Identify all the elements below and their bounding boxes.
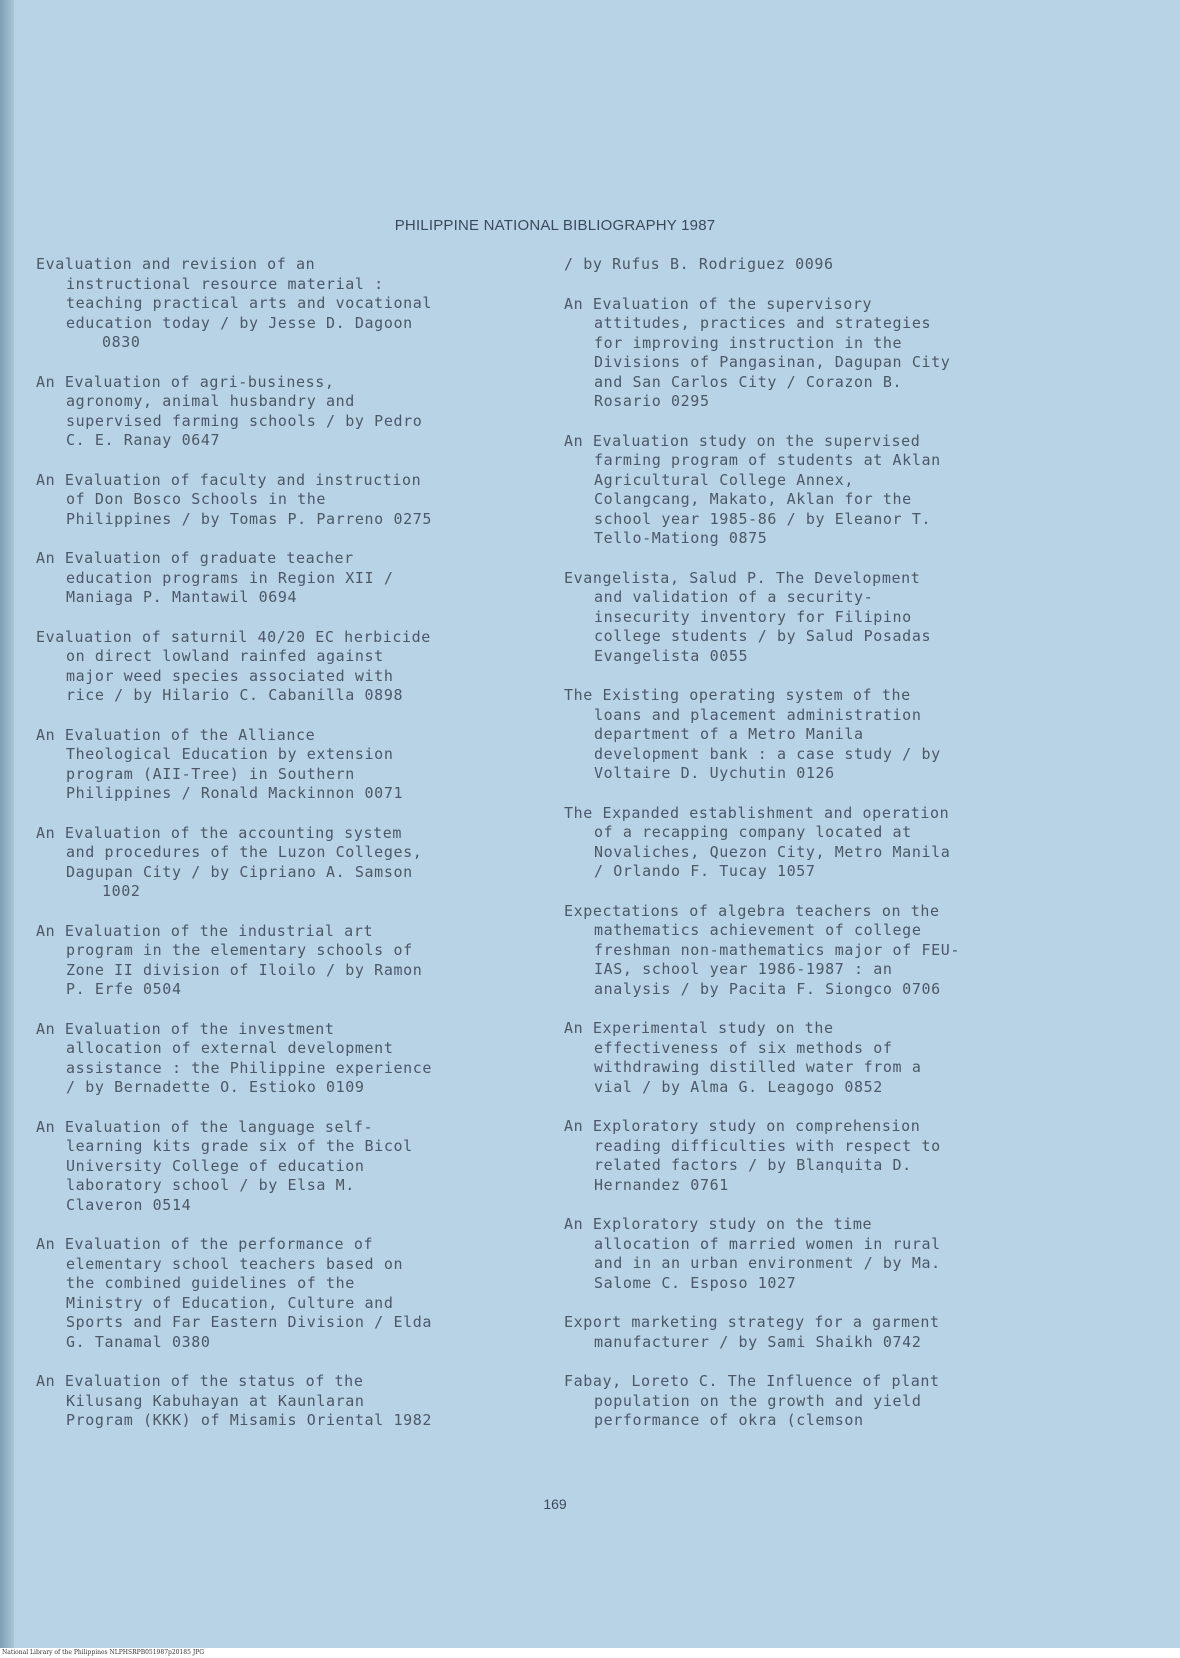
entry-line: of Don Bosco Schools in the xyxy=(66,490,327,508)
entry-line: population on the growth and yield xyxy=(594,1391,922,1410)
entry-line: Claveron 0514 xyxy=(66,1195,192,1214)
bibliography-entry xyxy=(564,432,1084,549)
bibliography-entry xyxy=(36,1020,556,1098)
entry-line: the combined guidelines of the xyxy=(66,1274,355,1292)
left-column xyxy=(36,255,556,1451)
entry-line: IAS, school year 1986-1987 : an xyxy=(594,960,893,978)
entry-line: An Evaluation of the supervisory xyxy=(564,294,873,313)
bibliography-entry xyxy=(36,255,556,353)
entry-line: and procedures of the Luzon Colleges, xyxy=(66,843,423,861)
entry-line: An Evaluation of the accounting system xyxy=(36,823,402,842)
entry-line: An Evaluation of the status of the xyxy=(36,1372,364,1390)
entry-line: Colangcang, Makato, Aklan for the xyxy=(594,490,912,508)
entry-line: Kilusang Kabuhayan at Kaunlaran xyxy=(66,1391,365,1410)
bibliography-entry xyxy=(36,373,556,451)
bibliography-entry xyxy=(564,1372,1084,1431)
bibliography-entry xyxy=(564,295,1084,412)
entry-line: Salome C. Esposo 1027 xyxy=(594,1273,797,1292)
entry-line: An Evaluation of the industrial art xyxy=(36,921,374,940)
bibliography-entry xyxy=(36,549,556,608)
entry-line: attitudes, practices and strategies xyxy=(594,314,932,332)
entry-line: department of a Metro Manila xyxy=(594,725,864,743)
entry-line: Export marketing strategy for a garment xyxy=(564,1313,940,1331)
entry-line: 0830 xyxy=(102,333,141,351)
entry-line: Tello-Mationg 0875 xyxy=(594,529,768,547)
entry-line: Agricultural College Annex, xyxy=(594,470,855,489)
entry-line: on direct lowland rainfed against xyxy=(66,647,384,665)
bibliography-entry xyxy=(564,255,1084,275)
entry-line: An Evaluation of agri-business, xyxy=(36,372,335,391)
entry-line: allocation of external development xyxy=(66,1039,394,1057)
entry-line: learning kits grade six of the Bicol xyxy=(66,1137,413,1155)
page-header: PHILIPPINE NATIONAL BIBLIOGRAPHY 1987 xyxy=(394,217,716,234)
bibliography-entry xyxy=(36,471,556,530)
entry-line: vial / by Alma G. Leagogo 0852 xyxy=(594,1077,883,1096)
entry-line: school year 1985-86 / by Eleanor T. xyxy=(594,509,932,528)
entry-line: Voltaire D. Uychutin 0126 xyxy=(594,764,835,782)
entry-line: performance of okra (clemson xyxy=(594,1411,864,1429)
entry-line: Program (KKK) of Misamis Oriental 1982 xyxy=(66,1411,432,1429)
entry-line: Philippines / Ronald Mackinnon 0071 xyxy=(66,784,404,802)
entry-line: Evangelista, Salud P. The Development xyxy=(564,568,921,587)
entry-line: Dagupan City / by Cipriano A. Samson xyxy=(66,862,413,881)
entry-line: and in an urban environment / by Ma. xyxy=(594,1254,941,1272)
bibliography-entry xyxy=(564,1215,1084,1293)
entry-line: Evaluation of saturnil 40/20 EC herbicide xyxy=(36,627,431,646)
entry-line: for improving instruction in the xyxy=(594,333,903,352)
bibliography-entry xyxy=(564,1019,1084,1097)
entry-line: C. E. Ranay 0647 xyxy=(66,431,221,449)
bibliography-entry xyxy=(564,569,1084,667)
bibliography-entry xyxy=(564,1313,1084,1352)
entry-line: P. Erfe 0504 xyxy=(66,980,182,998)
entry-line: reading difficulties with respect to xyxy=(594,1136,941,1155)
entry-line: An Evaluation of graduate teacher xyxy=(36,549,354,567)
entry-line: An Evaluation of faculty and instruction xyxy=(36,470,422,489)
entry-line: Zone II division of Iloilo / by Ramon xyxy=(66,960,423,979)
entry-line: rice / by Hilario C. Cabanilla 0898 xyxy=(66,686,404,704)
entry-line: assistance : the Philippine experience xyxy=(66,1058,432,1077)
entry-line: education today / by Jesse D. Dagoon xyxy=(66,313,413,332)
entry-line: Divisions of Pangasinan, Dagupan City xyxy=(594,353,951,371)
bibliography-entry xyxy=(564,686,1084,784)
entry-line: 1002 xyxy=(102,882,141,900)
entry-line: insecurity inventory for Filipino xyxy=(594,607,912,626)
entry-line: Evaluation and revision of an xyxy=(36,255,316,273)
entry-line: Hernandez 0761 xyxy=(594,1175,729,1194)
entry-line: / by Bernadette O. Estioko 0109 xyxy=(66,1078,365,1096)
entry-line: allocation of married women in rural xyxy=(594,1234,941,1253)
entry-line: Ministry of Education, Culture and xyxy=(66,1293,394,1312)
entry-line: withdrawing distilled water from a xyxy=(594,1058,922,1076)
entry-line: Philippines / by Tomas P. Parreno 0275 xyxy=(66,509,432,528)
bibliography-entry xyxy=(36,1118,556,1216)
entry-line: supervised farming schools / by Pedro xyxy=(66,411,423,430)
bibliography-entry xyxy=(564,902,1084,1000)
entry-line: related factors / by Blanquita D. xyxy=(594,1156,912,1174)
bibliography-entry xyxy=(564,1117,1084,1195)
right-column xyxy=(564,255,1084,1451)
bibliography-entry xyxy=(36,628,556,706)
entry-line: Novaliches, Quezon City, Metro Manila xyxy=(594,842,951,861)
entry-line: effectiveness of six methods of xyxy=(594,1038,893,1057)
entry-line: freshman non-mathematics major of FEU- xyxy=(594,940,960,959)
entry-line: Theological Education by extension xyxy=(66,745,394,763)
entry-line: teaching practical arts and vocational xyxy=(66,294,432,312)
entry-line: An Evaluation of the Alliance xyxy=(36,725,316,744)
entry-line: farming program of students at Aklan xyxy=(594,451,941,469)
entry-line: laboratory school / by Elsa M. xyxy=(66,1176,355,1194)
entry-line: University College of education xyxy=(66,1156,365,1175)
scan-footer: National Library of the Philippines NLPHSRPB051987p20185 JPG xyxy=(0,1648,1180,1658)
entry-line: The Existing operating system of the xyxy=(564,686,911,704)
entry-line: The Expanded establishment and operation xyxy=(564,803,950,822)
entry-line: elementary school teachers based on xyxy=(66,1254,404,1273)
page-binding-edge xyxy=(0,0,14,1648)
bibliography-entry xyxy=(36,1372,556,1431)
entry-line: college students / by Salud Posadas xyxy=(594,627,932,645)
entry-line: An Exploratory study on comprehension xyxy=(564,1117,921,1135)
entry-line: / Orlando F. Tucay 1057 xyxy=(594,862,816,880)
entry-line: and San Carlos City / Corazon B. xyxy=(594,372,903,391)
entry-line: An Evaluation of the language self- xyxy=(36,1117,374,1136)
entry-line: Sports and Far Eastern Division / Elda xyxy=(66,1313,432,1331)
entry-line: analysis / by Pacita F. Siongco 0706 xyxy=(594,979,941,998)
bibliography-entry xyxy=(36,1235,556,1352)
entry-line: An Exploratory study on the time xyxy=(564,1215,873,1233)
bibliography-entry xyxy=(564,804,1084,882)
entry-line: of a recapping company located at xyxy=(594,823,912,841)
entry-line: An Evaluation of the investment xyxy=(36,1019,335,1038)
entry-line: An Experimental study on the xyxy=(564,1019,834,1037)
entry-line: manufacturer / by Sami Shaikh 0742 xyxy=(594,1332,922,1351)
bibliography-entry xyxy=(36,726,556,804)
entry-line: G. Tanamal 0380 xyxy=(66,1332,211,1351)
bibliography-entry xyxy=(36,922,556,1000)
entry-line: Expectations of algebra teachers on the xyxy=(564,901,940,920)
entry-line: An Evaluation study on the supervised xyxy=(564,431,921,450)
page-number: 169 xyxy=(543,1496,567,1512)
bibliography-entry xyxy=(36,824,556,902)
entry-line: Maniaga P. Mantawil 0694 xyxy=(66,588,298,606)
entry-line: Evangelista 0055 xyxy=(594,646,749,665)
entry-line: development bank : a case study / by xyxy=(594,744,941,763)
entry-line: program (AII-Tree) in Southern xyxy=(66,764,355,783)
entry-line: mathematics achievement of college xyxy=(594,921,922,939)
entry-line: loans and placement administration xyxy=(594,705,922,724)
entry-line: and validation of a security- xyxy=(594,588,874,606)
entry-line: program in the elementary schools of xyxy=(66,941,413,959)
entry-line: / by Rufus B. Rodriguez 0096 xyxy=(564,255,834,273)
entry-line: education programs in Region XII / xyxy=(66,568,394,587)
entry-line: Rosario 0295 xyxy=(594,392,710,410)
entry-line: agronomy, animal husbandry and xyxy=(66,392,355,410)
entry-line: An Evaluation of the performance of xyxy=(36,1235,374,1253)
entry-line: Fabay, Loreto C. The Influence of plant xyxy=(564,1372,940,1390)
entry-line: instructional resource material : xyxy=(66,274,384,293)
entry-line: major weed species associated with xyxy=(66,666,394,685)
